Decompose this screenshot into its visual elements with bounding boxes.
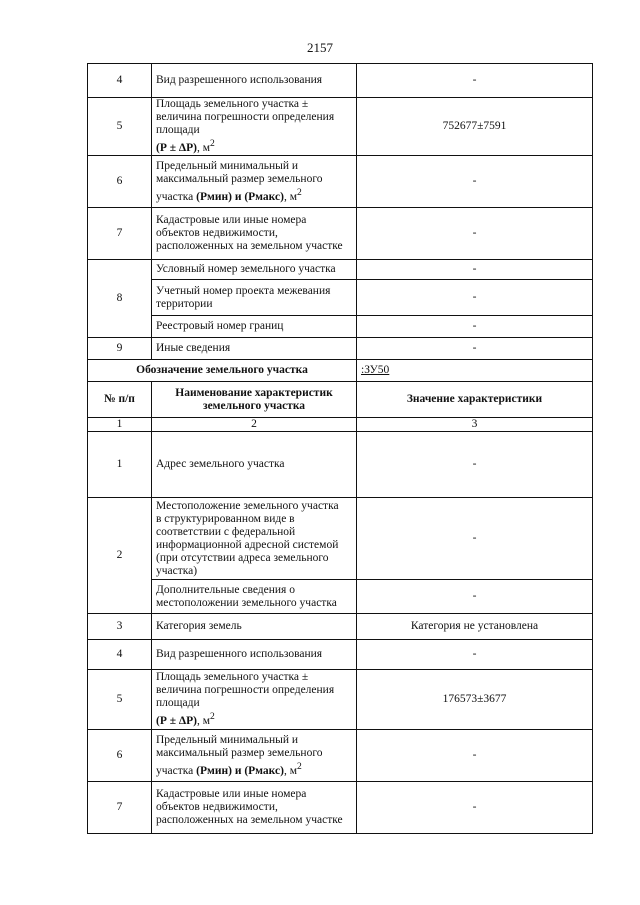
- column-index: 3: [357, 418, 593, 432]
- table-row: [88, 208, 593, 260]
- formula: (Рмин) и (Рмакс): [196, 764, 284, 777]
- column-index-row: [88, 418, 593, 432]
- land-plot-table: [87, 63, 593, 834]
- name-line: Предельный минимальный и: [156, 159, 299, 172]
- characteristic-value: -: [357, 280, 593, 316]
- name-line: площади: [156, 124, 200, 137]
- table-row: [88, 782, 593, 834]
- table-row: [88, 432, 593, 498]
- characteristic-name: [152, 670, 357, 730]
- characteristic-name: Вид разрешенного использования: [152, 640, 357, 670]
- unit: , м: [283, 764, 297, 777]
- unit: , м: [196, 714, 211, 727]
- table-header-row: [88, 382, 593, 418]
- designation-row: [88, 360, 593, 382]
- header-value: Значение характеристики: [357, 382, 593, 418]
- name-line: участка): [156, 564, 198, 577]
- row-number: 6: [88, 156, 152, 208]
- column-index: 1: [88, 418, 152, 432]
- characteristic-name: Реестровый номер границ: [152, 316, 357, 338]
- row-number: 7: [88, 208, 152, 260]
- name-line: Местоположение земельного участка: [156, 499, 339, 512]
- name-line: площади: [156, 697, 200, 710]
- characteristic-name: [152, 782, 357, 834]
- name-line: расположенных на земельном участке: [156, 814, 343, 826]
- header-number: № п/п: [88, 382, 152, 418]
- header-name: [152, 382, 357, 418]
- characteristic-name: Категория земель: [152, 614, 357, 640]
- characteristic-value: -: [357, 580, 593, 614]
- characteristic-name: Адрес земельного участка: [152, 432, 357, 498]
- unit-superscript: 2: [210, 138, 215, 150]
- row-number: 4: [88, 640, 152, 670]
- characteristic-name: [152, 730, 357, 782]
- characteristic-name: [152, 580, 357, 614]
- unit-superscript: 2: [296, 186, 302, 198]
- name-line: величина погрешности определения: [156, 111, 335, 124]
- unit: , м: [283, 190, 297, 203]
- name-line: Площадь земельного участка ±: [156, 98, 309, 111]
- name-line: соответствии с федеральной: [156, 525, 296, 538]
- table-row: [88, 614, 593, 640]
- row-number: 9: [88, 338, 152, 360]
- name-prefix: участка: [156, 764, 197, 777]
- characteristic-name: [152, 156, 357, 208]
- table-row: [88, 280, 593, 316]
- characteristic-value: -: [357, 338, 593, 360]
- table-row: [88, 64, 593, 98]
- characteristic-name: Иные сведения: [152, 338, 357, 360]
- name-line: [156, 710, 352, 728]
- characteristic-value: -: [357, 432, 593, 498]
- name-line: Площадь земельного участка ±: [156, 671, 309, 684]
- column-index: 2: [152, 418, 357, 432]
- characteristic-name: [152, 498, 357, 580]
- name-line: расположенных на земельном участке: [156, 240, 343, 252]
- name-line: местоположении земельного участка: [156, 596, 337, 609]
- formula: (Р ± ΔР): [156, 141, 197, 154]
- name-line: объектов недвижимости,: [156, 801, 278, 813]
- name-line: Предельный минимальный и: [156, 733, 299, 746]
- designation-code: :ЗУ50: [361, 364, 390, 376]
- name-line: в структурированном виде в: [156, 512, 295, 525]
- row-number: 4: [88, 64, 152, 98]
- row-number: 7: [88, 782, 152, 834]
- table-row: [88, 670, 593, 730]
- table-row: [88, 498, 593, 580]
- unit-superscript: 2: [210, 711, 215, 723]
- table-row: [88, 338, 593, 360]
- name-line: [156, 760, 352, 778]
- name-line: максимальный размер земельного: [156, 172, 323, 185]
- name-line: Дополнительные сведения о: [156, 583, 295, 596]
- characteristic-value: -: [357, 64, 593, 98]
- formula: (Р ± ΔР): [156, 714, 197, 727]
- characteristic-name: [152, 98, 357, 156]
- characteristic-value: -: [357, 156, 593, 208]
- characteristic-value: Категория не установлена: [357, 614, 593, 640]
- characteristic-value: -: [357, 730, 593, 782]
- header-line: Наименование характеристик: [175, 386, 333, 399]
- table-row: [88, 730, 593, 782]
- table-row: [88, 316, 593, 338]
- page-number: 2157: [307, 40, 333, 55]
- name-line: величина погрешности определения: [156, 684, 335, 697]
- name-line: Кадастровые или иные номера: [156, 214, 307, 226]
- characteristic-name: Условный номер земельного участка: [152, 260, 357, 280]
- characteristic-value: -: [357, 640, 593, 670]
- characteristic-name: Вид разрешенного использования: [152, 64, 357, 98]
- row-number: 8: [88, 260, 152, 338]
- row-number: 6: [88, 730, 152, 782]
- name-line: [156, 137, 352, 155]
- name-line: (при отсутствии адреса земельного: [156, 551, 329, 564]
- name-line: территории: [156, 297, 213, 310]
- designation-label: Обозначение земельного участка: [88, 360, 357, 382]
- name-line: максимальный размер земельного: [156, 746, 323, 759]
- name-line: объектов недвижимости,: [156, 227, 278, 239]
- table-row: [88, 640, 593, 670]
- characteristic-value: -: [357, 208, 593, 260]
- row-number: 2: [88, 498, 152, 614]
- table-row: [88, 260, 593, 280]
- name-line: Кадастровые или иные номера: [156, 788, 307, 800]
- unit-superscript: 2: [296, 760, 302, 772]
- name-prefix: участка: [156, 190, 197, 203]
- characteristic-value: -: [357, 782, 593, 834]
- characteristic-value: -: [357, 260, 593, 280]
- name-line: информационной адресной системой: [156, 538, 339, 551]
- designation-value: [357, 360, 593, 382]
- characteristic-value: 176573±3677: [357, 670, 593, 730]
- row-number: 1: [88, 432, 152, 498]
- row-number: 5: [88, 98, 152, 156]
- table-row: [88, 580, 593, 614]
- row-number: 3: [88, 614, 152, 640]
- characteristic-value: -: [357, 498, 593, 580]
- row-number: 5: [88, 670, 152, 730]
- name-line: Учетный номер проекта межевания: [156, 284, 331, 297]
- header-line: земельного участка: [202, 399, 306, 412]
- table-row: [88, 98, 593, 156]
- name-line: [156, 186, 352, 204]
- table-row: [88, 156, 593, 208]
- characteristic-value: -: [357, 316, 593, 338]
- characteristic-name: [152, 208, 357, 260]
- formula: (Рмин) и (Рмакс): [196, 190, 284, 203]
- characteristic-name: [152, 280, 357, 316]
- unit: , м: [196, 141, 211, 154]
- characteristic-value: 752677±7591: [357, 98, 593, 156]
